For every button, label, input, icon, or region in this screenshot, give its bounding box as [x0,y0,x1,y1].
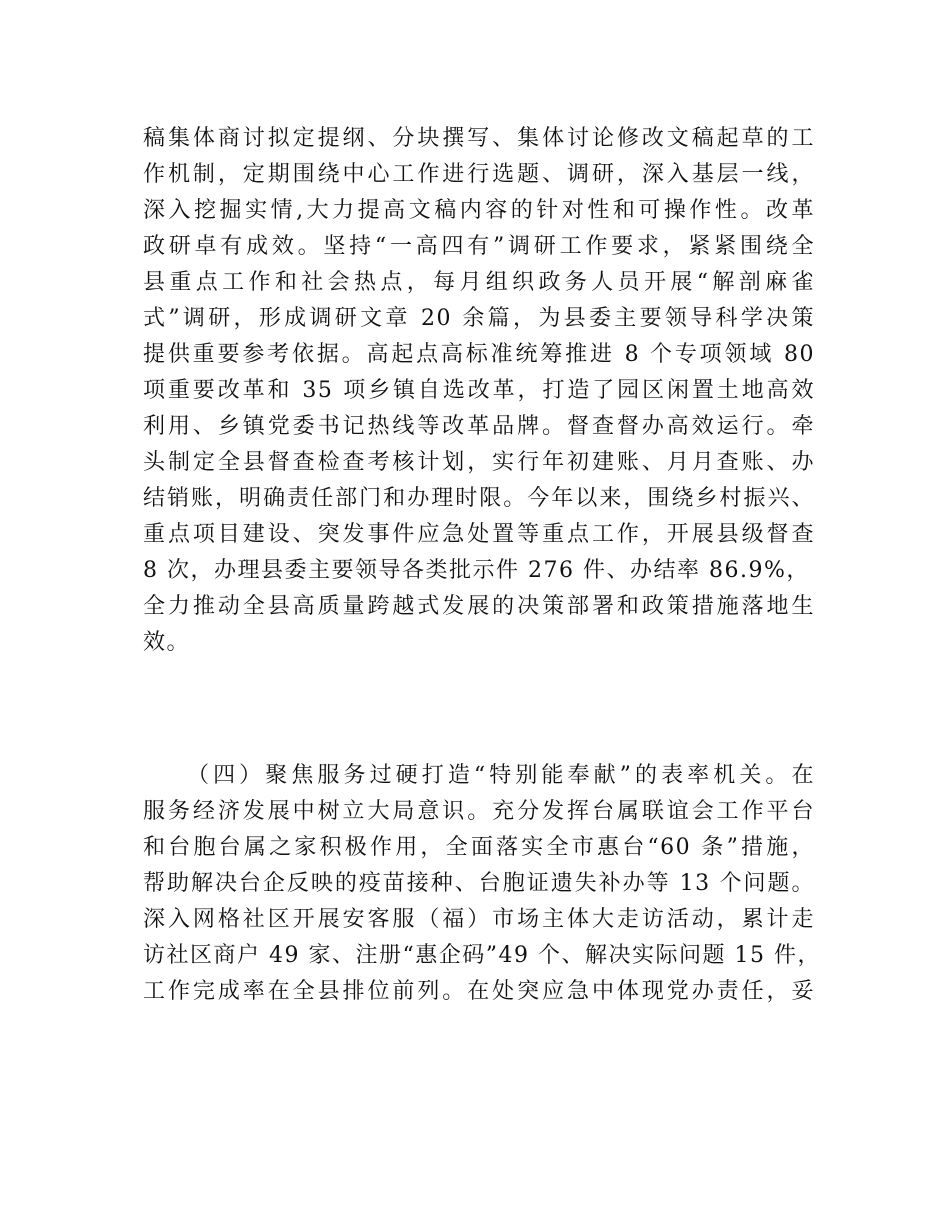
text-line: 8 次，办理县委主要领导各类批示件 276 件、办结率 86.9%， [143,558,810,583]
text-line: 稿集体商讨拟定提纲、分块撰写、集体讨论修改文稿起草的工 [143,126,815,151]
paragraph-2 [143,758,821,1010]
text-line: 帮助解决台企反映的疫苗接种、台胞证遗失补办等 13 个问题。 [143,871,815,896]
text-line: 政研卓有成效。坚持“一高四有”调研工作要求，紧紧围绕全 [143,234,815,259]
text-line: 项重要改革和 35 项乡镇自选改革，打造了园区闲置土地高效 [143,378,815,403]
text-line: 深入网格社区开展安客服（福）市场主体大走访活动，累计走 [143,907,815,932]
text-line: 深入挖掘实情,大力提高文稿内容的针对性和可操作性。改革 [143,198,815,223]
text-line: 提供重要参考依据。高起点高标准统筹推进 8 个专项领域 80 [143,342,815,367]
text-line: 工作完成率在全县排位前列。在处突应急中体现党办责任，妥 [143,979,815,1004]
text-line: 县重点工作和社会热点，每月组织政务人员开展“解剖麻雀 [143,270,815,295]
text-line: 利用、乡镇党委书记热线等改革品牌。督查督办高效运行。牵 [143,414,815,439]
text-line: 全力推动全县高质量跨越式发展的决策部署和政策措施落地生 [143,594,815,619]
text-line: 重点项目建设、突发事件应急处置等重点工作，开展县级督查 [143,522,815,547]
text-line: 效。 [143,630,191,655]
text-line: 式”调研，形成调研文章 20 余篇，为县委主要领导科学决策 [143,306,815,331]
paragraph-1 [143,121,815,661]
section-heading-line: （四）聚焦服务过硬打造“特别能奉献”的表率机关。在 [187,763,815,788]
text-line: 作机制，定期围绕中心工作进行选题、调研，深入基层一线， [143,162,815,187]
text-line: 服务经济发展中树立大局意识。充分发挥台属联谊会工作平台 [143,799,815,824]
text-line: 结销账，明确责任部门和办理时限。今年以来，围绕乡村振兴、 [143,486,815,511]
text-line: 头制定全县督查检查考核计划，实行年初建账、月月查账、办 [143,450,815,475]
text-line: 访社区商户 49 家、注册“惠企码”49 个、解决实际问题 15 件， [143,943,821,968]
text-line: 和台胞台属之家积极作用，全面落实全市惠台“60 条”措施， [143,835,815,860]
